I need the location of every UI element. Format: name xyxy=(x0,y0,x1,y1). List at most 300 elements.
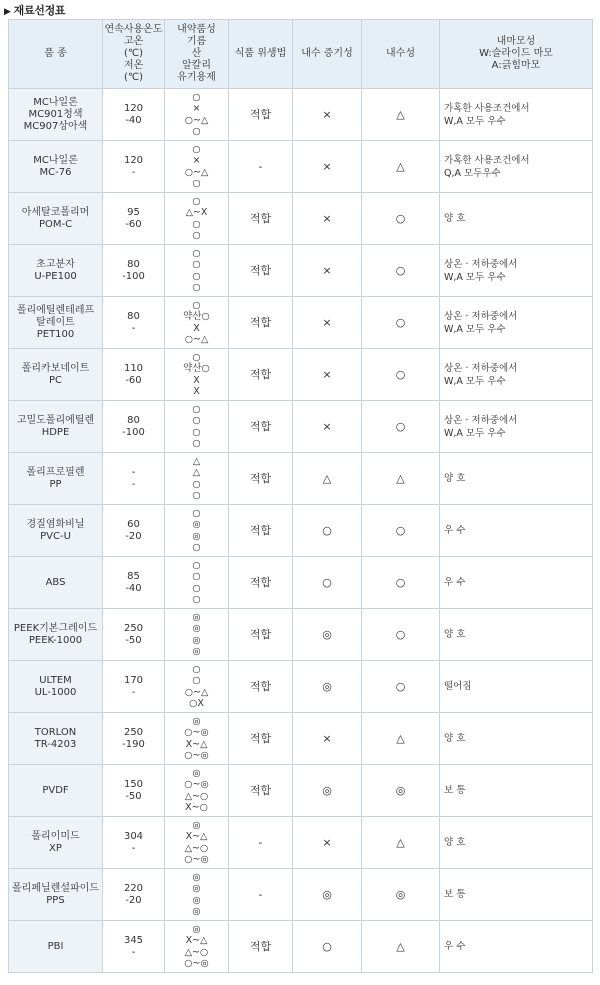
material-name-cell-line: TR-4203 xyxy=(34,738,77,750)
water-resistance-cell xyxy=(362,349,440,401)
water-resistance-cell xyxy=(362,609,440,661)
steam-resistance-cell xyxy=(293,609,362,661)
chemical-resistance-cell-line: ○ xyxy=(192,126,201,137)
material-name-cell xyxy=(9,869,103,921)
water-resistance-cell xyxy=(362,505,440,557)
food-hygiene-cell xyxy=(229,401,293,453)
food-hygiene-cell xyxy=(229,141,293,193)
material-name-cell-line: ABS xyxy=(45,576,66,588)
chemical-resistance-cell-line: ○~△ xyxy=(184,334,209,345)
material-name-cell-line: 폴리프로필렌 xyxy=(26,466,85,478)
material-name-cell-line: ULTEM xyxy=(39,674,72,686)
steam-resistance-cell xyxy=(293,557,362,609)
table-row xyxy=(9,557,593,609)
steam-resistance-cell-value: ◎ xyxy=(322,679,332,693)
material-name-cell xyxy=(9,817,103,869)
table-row xyxy=(9,349,593,401)
material-name-cell-line: UL-1000 xyxy=(34,686,77,698)
steam-resistance-cell-value: ◎ xyxy=(322,887,332,901)
material-name-cell-line: TORLON xyxy=(34,726,77,738)
temperature-cell-line: 250 xyxy=(123,622,144,634)
chemical-resistance-cell-line: ○ xyxy=(192,582,201,594)
chemical-resistance-cell-line: ○ xyxy=(192,675,201,686)
wear-resistance-cell-line: 우 수 xyxy=(444,525,466,536)
table-row xyxy=(9,661,593,713)
temperature-cell-line: -50 xyxy=(125,634,142,646)
wear-resistance-cell xyxy=(440,89,593,141)
food-hygiene-cell-value: - xyxy=(258,159,263,173)
chemical-resistance-cell-line: ○ xyxy=(192,230,201,241)
water-resistance-cell-value: ○ xyxy=(395,575,406,589)
chemical-resistance-cell-line: ○ xyxy=(192,259,201,270)
steam-resistance-cell xyxy=(293,349,362,401)
steam-resistance-cell-value: × xyxy=(322,159,332,173)
water-resistance-cell xyxy=(362,921,440,973)
wear-resistance-cell xyxy=(440,141,593,193)
material-name-cell xyxy=(9,661,103,713)
wear-resistance-cell xyxy=(440,817,593,869)
temperature-cell xyxy=(103,609,165,661)
chemical-resistance-cell-line: ◎ xyxy=(192,519,201,530)
steam-resistance-cell xyxy=(293,765,362,817)
food-hygiene-cell xyxy=(229,193,293,245)
wear-resistance-cell-line: W,A 모두 우수 xyxy=(444,271,506,283)
chemical-resistance-cell-line: ◎ xyxy=(192,883,201,894)
temperature-cell-line: -20 xyxy=(125,530,142,542)
wear-resistance-cell-line: 보 통 xyxy=(444,785,466,796)
material-name-cell xyxy=(9,713,103,765)
chemical-resistance-cell-line: ○ xyxy=(192,282,201,293)
wear-resistance-cell-line: 가혹한 사용조건에서 xyxy=(444,102,530,114)
water-resistance-cell-value: ○ xyxy=(395,679,406,693)
water-resistance-cell-value: ○ xyxy=(395,419,406,433)
temperature-cell-line: 120 xyxy=(123,102,144,114)
temperature-cell-line: 80 xyxy=(127,310,140,322)
steam-resistance-cell xyxy=(293,89,362,141)
table-row xyxy=(9,193,593,245)
water-resistance-cell xyxy=(362,661,440,713)
chemical-resistance-cell-line: ○~◎ xyxy=(184,779,209,790)
table-header-row xyxy=(9,20,593,89)
table-row xyxy=(9,89,593,141)
chemical-resistance-cell-line: ◎ xyxy=(192,819,201,831)
temperature-cell xyxy=(103,349,165,401)
material-name-cell-line: PVC-U xyxy=(40,530,71,542)
chemical-resistance-cell-line: △ xyxy=(192,467,201,478)
food-hygiene-cell-value: 적합 xyxy=(249,523,272,537)
water-resistance-cell-value: ○ xyxy=(395,263,406,277)
temperature-cell-line: -40 xyxy=(125,114,142,126)
steam-resistance-cell-value: ◎ xyxy=(322,783,332,797)
food-hygiene-cell xyxy=(229,453,293,505)
chemical-resistance-cell-line: ◎ xyxy=(192,715,201,727)
material-name-cell xyxy=(9,453,103,505)
chemical-resistance-cell-line: △~○ xyxy=(184,790,209,802)
steam-resistance-cell-value: △ xyxy=(322,471,332,485)
wear-resistance-cell-line: 상온 · 저하중에서 xyxy=(444,310,518,322)
material-name-cell-line: U-PE100 xyxy=(34,270,77,282)
chemical-resistance-cell-line: ◎ xyxy=(192,634,201,646)
food-hygiene-cell-value: 적합 xyxy=(249,315,272,329)
material-name-cell-line: 아세탈코폴리머 xyxy=(21,206,90,218)
food-hygiene-cell-value: - xyxy=(258,835,263,849)
chemical-resistance-cell-line: ◎ xyxy=(192,530,201,542)
chemical-resistance-cell-line: ○~△ xyxy=(184,114,209,126)
wear-resistance-cell-line: W,A 모두 우수 xyxy=(444,115,506,127)
chemical-resistance-cell xyxy=(165,453,229,505)
steam-resistance-cell xyxy=(293,141,362,193)
steam-resistance-cell xyxy=(293,505,362,557)
wear-resistance-cell-line: 양 호 xyxy=(444,837,466,848)
wear-resistance-cell-line: 양 호 xyxy=(444,629,466,640)
chemical-resistance-cell-line: ○~◎ xyxy=(184,750,209,761)
chemical-resistance-cell-line: ◎ xyxy=(192,906,201,917)
material-name-cell-line: 초고분자 xyxy=(36,258,75,270)
water-resistance-cell-value: ○ xyxy=(395,367,406,381)
food-hygiene-cell xyxy=(229,713,293,765)
chemical-resistance-cell-line: ○ xyxy=(192,594,201,605)
table-row xyxy=(9,869,593,921)
temperature-cell xyxy=(103,297,165,349)
header-temp: 연속사용온도 고온 (℃) 저온 (℃) xyxy=(103,20,165,89)
wear-resistance-cell-line: 상온 · 저하중에서 xyxy=(444,362,518,374)
chemical-resistance-cell-line: ◎ xyxy=(192,767,201,779)
temperature-cell xyxy=(103,713,165,765)
wear-resistance-cell-line: 양 호 xyxy=(444,213,466,224)
wear-resistance-cell-line: W,A 모두 우수 xyxy=(444,427,506,439)
chemical-resistance-cell-line: ○ xyxy=(192,270,201,282)
water-resistance-cell xyxy=(362,869,440,921)
material-name-cell-line: MC나일론 xyxy=(33,154,78,166)
food-hygiene-cell-value: 적합 xyxy=(249,939,272,953)
material-name-cell xyxy=(9,141,103,193)
wear-resistance-cell xyxy=(440,297,593,349)
chemical-resistance-cell-line: ○~△ xyxy=(184,686,209,698)
material-selection-table xyxy=(8,19,593,973)
chemical-resistance-cell-line: ○ xyxy=(192,403,201,415)
water-resistance-cell xyxy=(362,765,440,817)
water-resistance-cell-value: ◎ xyxy=(395,887,406,901)
table-row xyxy=(9,817,593,869)
food-hygiene-cell-value: 적합 xyxy=(249,679,272,693)
water-resistance-cell-value: △ xyxy=(396,731,405,745)
water-resistance-cell xyxy=(362,141,440,193)
food-hygiene-cell xyxy=(229,609,293,661)
food-hygiene-cell xyxy=(229,869,293,921)
wear-resistance-cell xyxy=(440,453,593,505)
water-resistance-cell xyxy=(362,817,440,869)
wear-resistance-cell-line: 상온 · 저하중에서 xyxy=(444,414,518,426)
material-name-cell-line: XP xyxy=(49,842,62,854)
material-name-cell xyxy=(9,765,103,817)
material-name-cell-line: HDPE xyxy=(41,426,70,438)
material-name-cell-line: PC xyxy=(48,374,62,386)
chemical-resistance-cell-line: × xyxy=(192,155,201,166)
chemical-resistance-cell xyxy=(165,661,229,713)
material-name-cell-line: MC나일론 xyxy=(33,96,78,108)
food-hygiene-cell-value: 적합 xyxy=(249,367,272,381)
material-name-cell-line: 폴리카보네이트 xyxy=(21,362,90,374)
temperature-cell-line: 220 xyxy=(123,882,144,894)
material-name-cell-line: PP xyxy=(49,478,62,490)
table-row xyxy=(9,609,593,661)
header-water: 내수성 xyxy=(362,20,440,89)
water-resistance-cell-value: △ xyxy=(396,939,405,953)
steam-resistance-cell-value: × xyxy=(322,835,332,849)
steam-resistance-cell-value: × xyxy=(322,419,332,433)
food-hygiene-cell-value: 적합 xyxy=(249,627,272,641)
temperature-cell-line: 80 xyxy=(127,258,140,270)
chemical-resistance-cell-line: 약산○ xyxy=(183,311,210,322)
temperature-cell xyxy=(103,869,165,921)
steam-resistance-cell xyxy=(293,869,362,921)
steam-resistance-cell xyxy=(293,817,362,869)
chemical-resistance-cell xyxy=(165,557,229,609)
chemical-resistance-cell-line: ◎ xyxy=(192,871,201,883)
material-name-cell-line: PEEK-1000 xyxy=(28,634,83,646)
chemical-resistance-cell-line: X~○ xyxy=(185,802,208,813)
chemical-resistance-cell-line: ◎ xyxy=(192,923,201,935)
chemical-resistance-cell-line: ○ xyxy=(192,438,201,449)
temperature-cell-line: - xyxy=(131,946,136,958)
chemical-resistance-cell xyxy=(165,245,229,297)
temperature-cell xyxy=(103,141,165,193)
chemical-resistance-cell-line: ○ xyxy=(192,571,201,582)
wear-resistance-cell-line: 우 수 xyxy=(444,941,466,952)
chemical-resistance-cell-line: △~X xyxy=(185,207,208,218)
temperature-cell xyxy=(103,557,165,609)
material-name-cell-line: 탈레이트 xyxy=(36,316,75,328)
material-name-cell xyxy=(9,193,103,245)
material-name-cell-line: MC907상아색 xyxy=(23,120,88,132)
temperature-cell xyxy=(103,661,165,713)
temperature-cell-line: - xyxy=(131,166,136,178)
food-hygiene-cell xyxy=(229,505,293,557)
water-resistance-cell-value: △ xyxy=(396,471,405,485)
chemical-resistance-cell-line: ○ xyxy=(192,351,201,363)
food-hygiene-cell xyxy=(229,297,293,349)
table-row xyxy=(9,921,593,973)
steam-resistance-cell xyxy=(293,193,362,245)
chemical-resistance-cell-line: ○ xyxy=(192,559,201,571)
chemical-resistance-cell xyxy=(165,89,229,141)
chemical-resistance-cell xyxy=(165,349,229,401)
food-hygiene-cell-value: 적합 xyxy=(249,211,272,225)
material-name-cell xyxy=(9,401,103,453)
temperature-cell-line: 110 xyxy=(123,362,144,374)
temperature-cell xyxy=(103,505,165,557)
food-hygiene-cell xyxy=(229,661,293,713)
food-hygiene-cell xyxy=(229,349,293,401)
table-row xyxy=(9,713,593,765)
steam-resistance-cell xyxy=(293,713,362,765)
food-hygiene-cell-value: 적합 xyxy=(249,471,272,485)
food-hygiene-cell xyxy=(229,245,293,297)
wear-resistance-cell-line: W,A 모두 우수 xyxy=(444,375,506,387)
table-row xyxy=(9,297,593,349)
food-hygiene-cell-value: 적합 xyxy=(249,263,272,277)
temperature-cell-line: - xyxy=(131,322,136,334)
water-resistance-cell xyxy=(362,453,440,505)
material-name-cell-line: 폴리이미드 xyxy=(31,830,80,842)
temperature-cell-line: 170 xyxy=(123,674,144,686)
chemical-resistance-cell xyxy=(165,609,229,661)
header-chem: 내약품성 기름 산 알칼리 유기용제 xyxy=(165,20,229,89)
header-steam: 내수 증기성 xyxy=(293,20,362,89)
water-resistance-cell xyxy=(362,557,440,609)
material-name-cell xyxy=(9,245,103,297)
temperature-cell-line: -190 xyxy=(122,738,145,750)
chemical-resistance-cell-line: ○X xyxy=(189,698,204,709)
material-name-cell xyxy=(9,921,103,973)
chemical-resistance-cell-line: ○ xyxy=(192,542,201,553)
material-name-cell xyxy=(9,505,103,557)
steam-resistance-cell xyxy=(293,297,362,349)
wear-resistance-cell-line: 보 통 xyxy=(444,889,466,900)
material-name-cell-line: PET100 xyxy=(36,328,75,340)
wear-resistance-cell xyxy=(440,869,593,921)
chemical-resistance-cell-line: ○ xyxy=(192,490,201,501)
wear-resistance-cell-line: 떨어짐 xyxy=(444,681,472,692)
chemical-resistance-cell-line: ○ xyxy=(192,663,201,675)
temperature-cell-line: - xyxy=(131,686,136,698)
food-hygiene-cell xyxy=(229,921,293,973)
material-name-cell-line: 고밀도폴리에틸렌 xyxy=(16,414,95,426)
chemical-resistance-cell-line: ◎ xyxy=(192,611,201,623)
chemical-resistance-cell-line: ○ xyxy=(192,415,201,426)
food-hygiene-cell-value: 적합 xyxy=(249,419,272,433)
temperature-cell-line: 250 xyxy=(123,726,144,738)
steam-resistance-cell-value: ◎ xyxy=(322,627,332,641)
material-name-cell xyxy=(9,609,103,661)
steam-resistance-cell-value: × xyxy=(322,211,332,225)
wear-resistance-cell xyxy=(440,401,593,453)
food-hygiene-cell-value: 적합 xyxy=(249,783,272,797)
temperature-cell-line: - xyxy=(131,478,136,490)
temperature-cell-line: 95 xyxy=(127,206,140,218)
steam-resistance-cell xyxy=(293,245,362,297)
temperature-cell-line: -20 xyxy=(125,894,142,906)
food-hygiene-cell-value: 적합 xyxy=(249,575,272,589)
wear-resistance-cell xyxy=(440,193,593,245)
temperature-cell xyxy=(103,921,165,973)
chemical-resistance-cell-line: ◎ xyxy=(192,646,201,657)
chemical-resistance-cell-line: X~△ xyxy=(185,738,208,750)
water-resistance-cell-value: △ xyxy=(396,835,405,849)
steam-resistance-cell xyxy=(293,661,362,713)
food-hygiene-cell-value: - xyxy=(258,887,263,901)
chemical-resistance-cell-line: ○ xyxy=(192,143,201,155)
wear-resistance-cell-line: 우 수 xyxy=(444,577,466,588)
material-name-cell-line: 폴리에틸렌테레프 xyxy=(16,304,95,316)
chemical-resistance-cell-line: ○ xyxy=(192,178,201,189)
chemical-resistance-cell-line: ○ xyxy=(192,426,201,438)
chemical-resistance-cell xyxy=(165,193,229,245)
table-row xyxy=(9,245,593,297)
chemical-resistance-cell-line: ○~◎ xyxy=(184,854,209,865)
material-name-cell-line: PPS xyxy=(46,894,65,906)
temperature-cell xyxy=(103,453,165,505)
material-name-cell-line: PBI xyxy=(47,940,64,952)
wear-resistance-cell-line: 상온 · 저하중에서 xyxy=(444,258,518,270)
steam-resistance-cell-value: × xyxy=(322,315,332,329)
water-resistance-cell xyxy=(362,401,440,453)
wear-resistance-cell xyxy=(440,505,593,557)
water-resistance-cell-value: △ xyxy=(396,159,405,173)
steam-resistance-cell-value: ○ xyxy=(322,575,332,589)
wear-resistance-cell-line: 양 호 xyxy=(444,733,466,744)
temperature-cell-line: -40 xyxy=(125,582,142,594)
water-resistance-cell xyxy=(362,245,440,297)
temperature-cell-line: 150 xyxy=(123,778,144,790)
steam-resistance-cell-value: ○ xyxy=(322,523,332,537)
temperature-cell-line: 85 xyxy=(127,570,140,582)
water-resistance-cell-value: △ xyxy=(396,107,405,121)
chemical-resistance-cell-line: ○ xyxy=(192,507,201,519)
temperature-cell xyxy=(103,765,165,817)
temperature-cell-line: 304 xyxy=(123,830,144,842)
chemical-resistance-cell-line: ○ xyxy=(192,91,201,103)
water-resistance-cell xyxy=(362,297,440,349)
steam-resistance-cell-value: × xyxy=(322,263,332,277)
water-resistance-cell xyxy=(362,193,440,245)
chemical-resistance-cell-line: ○ xyxy=(192,247,201,259)
temperature-cell-line: 80 xyxy=(127,414,140,426)
water-resistance-cell-value: ◎ xyxy=(395,783,406,797)
chemical-resistance-cell-line: ◎ xyxy=(192,894,201,906)
temperature-cell-line: - xyxy=(131,466,136,478)
material-name-cell-line: POM-C xyxy=(38,218,73,230)
wear-resistance-cell-line: W,A 모두 우수 xyxy=(444,323,506,335)
chemical-resistance-cell-line: X~△ xyxy=(185,935,208,946)
wear-resistance-cell xyxy=(440,713,593,765)
section-title xyxy=(4,2,65,18)
material-name-cell-line: MC901청색 xyxy=(28,108,83,120)
chemical-resistance-cell-line: ◎ xyxy=(192,623,201,634)
section-title-text: 재료선정표 xyxy=(13,4,66,17)
table-row xyxy=(9,141,593,193)
chemical-resistance-cell-line: ○ xyxy=(192,195,201,207)
material-name-cell-line: MC-76 xyxy=(39,166,72,178)
material-name-cell-line: 폴리페닐렌설파이드 xyxy=(12,882,99,894)
chemical-resistance-cell-line: 약산○ xyxy=(183,363,210,374)
steam-resistance-cell-value: × xyxy=(322,367,332,381)
material-name-cell-line: PVDF xyxy=(42,784,69,796)
wear-resistance-cell xyxy=(440,609,593,661)
chemical-resistance-cell-line: ○ xyxy=(192,218,201,230)
temperature-cell xyxy=(103,817,165,869)
wear-resistance-cell-line: 가혹한 사용조건에서 xyxy=(444,154,530,166)
header-name: 품 종 xyxy=(9,20,103,89)
water-resistance-cell xyxy=(362,89,440,141)
steam-resistance-cell-value: × xyxy=(322,731,332,745)
table-row xyxy=(9,505,593,557)
food-hygiene-cell xyxy=(229,817,293,869)
temperature-cell-line: 120 xyxy=(123,154,144,166)
chemical-resistance-cell xyxy=(165,765,229,817)
chemical-resistance-cell-line: ○~◎ xyxy=(184,958,209,969)
wear-resistance-cell xyxy=(440,921,593,973)
wear-resistance-cell xyxy=(440,661,593,713)
steam-resistance-cell-value: ○ xyxy=(322,939,332,953)
table-row xyxy=(9,401,593,453)
wear-resistance-cell xyxy=(440,349,593,401)
chemical-resistance-cell-line: X~△ xyxy=(185,831,208,842)
chemical-resistance-cell xyxy=(165,505,229,557)
chemical-resistance-cell xyxy=(165,817,229,869)
chemical-resistance-cell-line: ○ xyxy=(192,478,201,490)
temperature-cell-line: -60 xyxy=(125,218,142,230)
